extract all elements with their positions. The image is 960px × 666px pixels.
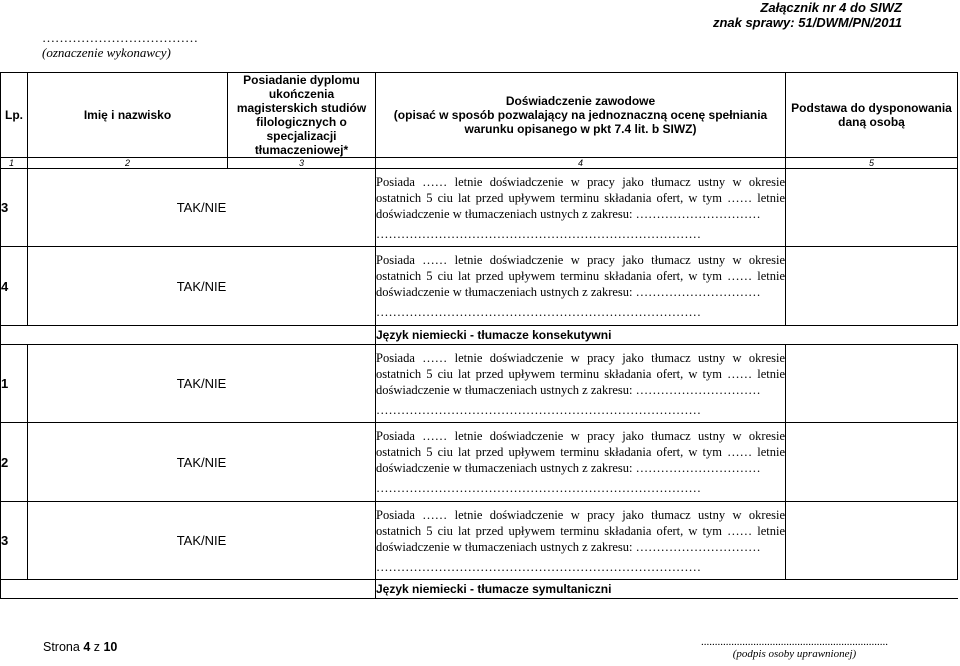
col-number: 2 bbox=[28, 158, 228, 169]
page-prefix: Strona bbox=[43, 640, 84, 654]
row-diploma: TAK/NIE bbox=[28, 247, 376, 326]
row-experience bbox=[376, 345, 786, 423]
experience-text: Posiada …… letnie doświadczenie w pracy jako tłumacz ustny w okresie ostatnich 5 ciu lat przed upływem terminu składania ofert, w tym …… letnie doświadczenie w tłumaczeniach ustnych z zakresu: ………………………… bbox=[376, 174, 785, 221]
row-lp: 4 bbox=[1, 247, 28, 326]
attachment-label: Załącznik nr 4 do SIWZ bbox=[760, 0, 902, 15]
row-lp: 1 bbox=[1, 345, 28, 423]
experience-dots: …………………………………………………………………… bbox=[376, 559, 701, 574]
table-row bbox=[1, 423, 958, 502]
row-experience bbox=[376, 502, 786, 580]
experience-text: Posiada …… letnie doświadczenie w pracy jako tłumacz ustny w okresie ostatnich 5 ciu lat przed upływem terminu składania ofert, w tym …… letnie doświadczenie w tłumaczeniach ustnych z zakresu: ………………………… bbox=[376, 350, 785, 397]
col-name: Imię i nazwisko bbox=[28, 73, 228, 158]
row-lp: 3 bbox=[1, 502, 28, 580]
contractor-dots: ……………………………… bbox=[42, 30, 198, 45]
col-experience bbox=[376, 73, 786, 158]
experience-dots: …………………………………………………………………… bbox=[376, 402, 701, 417]
col-number: 1 bbox=[1, 158, 28, 169]
row-lp: 2 bbox=[1, 423, 28, 502]
experience-dots: …………………………………………………………………… bbox=[376, 305, 701, 319]
row-diploma: TAK/NIE bbox=[28, 345, 376, 423]
row-basis bbox=[786, 502, 958, 580]
table-header-row bbox=[1, 73, 958, 158]
signature-block bbox=[701, 636, 888, 660]
col-experience-sub: (opisać w sposób pozwalający na jednoznaczną ocenę spełniania warunku opisanego w pkt 7.4 lit. b SIWZ) bbox=[393, 108, 768, 136]
col-number: 3 bbox=[228, 158, 376, 169]
section-simultaneous: Język niemiecki - tłumacze symultaniczni bbox=[376, 580, 958, 599]
row-experience bbox=[376, 423, 786, 502]
row-experience bbox=[376, 247, 786, 326]
table-row bbox=[1, 502, 958, 580]
experience-text: Posiada …… letnie doświadczenie w pracy jako tłumacz ustny w okresie ostatnich 5 ciu lat przed upływem terminu składania ofert, w tym …… letnie doświadczenie w tłumaczeniach ustnych z zakresu: ………………………… bbox=[376, 507, 785, 554]
signature-caption: (podpis osoby uprawnionej) bbox=[732, 648, 857, 660]
col-diploma: Posiadanie dyplomu ukończenia magisterskich studiów filologicznych o specjalizacji tłumaczeniowej* bbox=[228, 73, 376, 158]
page-total: 10 bbox=[103, 640, 118, 654]
experience-text: Posiada …… letnie doświadczenie w pracy jako tłumacz ustny w okresie ostatnich 5 ciu lat przed upływem terminu składania ofert, w tym …… letnie doświadczenie w tłumaczeniach ustnych z zakresu: ………………………… bbox=[376, 429, 785, 475]
case-number: znak sprawy: 51/DWM/PN/2011 bbox=[712, 15, 902, 30]
table-row bbox=[1, 345, 958, 423]
experience-dots: …………………………………………………………………… bbox=[376, 481, 701, 495]
experience-dots: …………………………………………………………………… bbox=[376, 226, 701, 241]
document-header bbox=[713, 0, 902, 30]
row-basis bbox=[786, 247, 958, 326]
experience-text: Posiada …… letnie doświadczenie w pracy jako tłumacz ustny w okresie ostatnich 5 ciu lat przed upływem terminu składania ofert, w tym …… letnie doświadczenie w tłumaczeniach ustnych z zakresu: ………………………… bbox=[376, 253, 785, 299]
row-diploma: TAK/NIE bbox=[28, 502, 376, 580]
table-row bbox=[1, 169, 958, 247]
row-diploma: TAK/NIE bbox=[28, 423, 376, 502]
col-number: 4 bbox=[376, 158, 786, 169]
staff-table bbox=[0, 72, 958, 599]
row-basis bbox=[786, 169, 958, 247]
col-lp: Lp. bbox=[1, 73, 28, 158]
section-row bbox=[1, 326, 958, 345]
column-number-row bbox=[1, 158, 958, 169]
section-row bbox=[1, 580, 958, 599]
col-experience-title: Doświadczenie zawodowe bbox=[505, 94, 656, 108]
table-row bbox=[1, 247, 958, 326]
contractor-caption: (oznaczenie wykonawcy) bbox=[42, 45, 171, 60]
page-sep: z bbox=[90, 640, 104, 654]
section-consecutive: Język niemiecki - tłumacze konsekutywni bbox=[376, 326, 958, 345]
row-basis bbox=[786, 423, 958, 502]
row-basis bbox=[786, 345, 958, 423]
row-experience bbox=[376, 169, 786, 247]
col-number: 5 bbox=[786, 158, 958, 169]
row-diploma: TAK/NIE bbox=[28, 169, 376, 247]
col-basis: Podstawa do dysponowania daną osobą bbox=[786, 73, 958, 158]
row-lp: 3 bbox=[1, 169, 28, 247]
contractor-block bbox=[42, 30, 198, 60]
page-number bbox=[43, 640, 117, 654]
page-current: 4 bbox=[83, 640, 91, 654]
signature-dots: .................................................................... bbox=[701, 636, 888, 648]
